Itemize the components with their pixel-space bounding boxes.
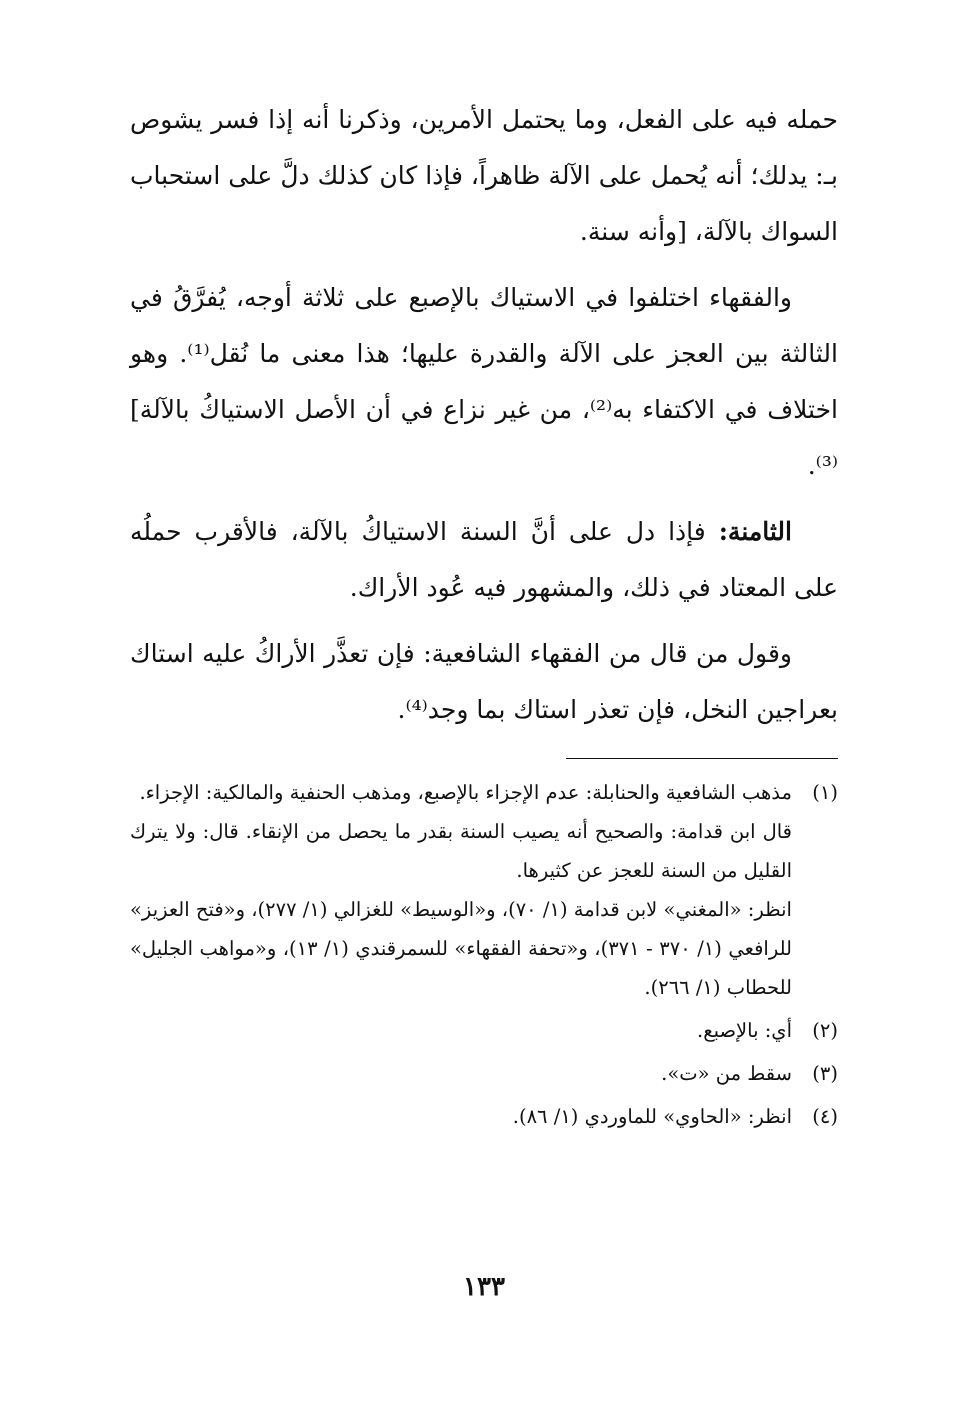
footnote-text: أي: بالإصبع. [697,1019,792,1042]
footnote-marker: (٢) [812,1019,838,1042]
paragraph-2: والفقهاء اختلفوا في الاستياك بالإصبع على ثلاثة أوجه، يُفرَّقُ في الثالثة بين العجز على الآلة والقدرة عليها؛ هذا معنى ما نُقل⁽¹⁾. وهو اختلاف في الاكتفاء به⁽²⁾، من غير نزاع في أن الأصل الاستياكُ بالآلة]⁽³⁾. [130,283,838,480]
footnote-3 [130,1054,838,1093]
footnote-text: قال ابن قدامة: والصحيح أنه يصيب السنة بقدر ما يحصل من الإنقاء. قال: ولا يترك القليل من السنة للعجز عن كثيرها. [130,820,792,882]
footnote-2 [130,1011,838,1050]
document-page [130,92,838,1382]
paragraph-4: وقول من قال من الفقهاء الشافعية: فإن تعذَّر الأراكُ عليه استاك بعراجين النخل، فإن تعذر استاك بما وجد⁽⁴⁾. [130,639,838,724]
paragraph-3 [130,504,838,616]
footnote-marker: (١) [812,781,838,804]
footnote-text: انظر: «الحاوي» للماوردي (١/ ٨٦). [512,1105,792,1128]
footnote-1 [130,773,838,1007]
footnote-marker: (٣) [812,1062,838,1085]
paragraph-label: الثامنة: [718,517,792,546]
footnote-text: مذهب الشافعية والحنابلة: عدم الإجزاء بالإصبع، ومذهب الحنفية والمالكية: الإجزاء. [139,781,792,804]
footnote-4 [130,1097,838,1136]
footnote-text: انظر: «المغني» لابن قدامة (١/ ٧٠)، و«الوسيط» للغزالي (١/ ٢٧٧)، و«فتح العزيز» للرافعي (١/ ٣٧٠ - ٣٧١)، و«تحفة الفقهاء» للسمرقندي (١/ ١٣)، و«مواهب الجليل» للحطاب (١/ ٢٦٦). [130,898,792,999]
footnote-marker: (٤) [812,1105,838,1128]
footnote-body [130,773,792,1007]
footnotes [130,773,838,1136]
paragraph-3-text: فإذا دل على أنَّ السنة الاستياكُ بالآلة، فالأقرب حملُه على المعتاد في ذلك، والمشهور فيه عُود الأراك. [130,517,838,602]
paragraph-1: حمله فيه على الفعل، وما يحتمل الأمرين، وذكرنا أنه إذا فسر يشوص بـ: يدلك؛ أنه يُحمل على الآلة ظاهراً، فإذا كان كذلك دلَّ على استحباب السواك بالآلة، [وأنه سنة. [130,105,838,246]
footnote-text: سقط من «ت». [661,1062,792,1085]
main-text [130,92,838,738]
footnote-separator [566,758,838,759]
page-number: ١٣٣ [463,1272,505,1302]
